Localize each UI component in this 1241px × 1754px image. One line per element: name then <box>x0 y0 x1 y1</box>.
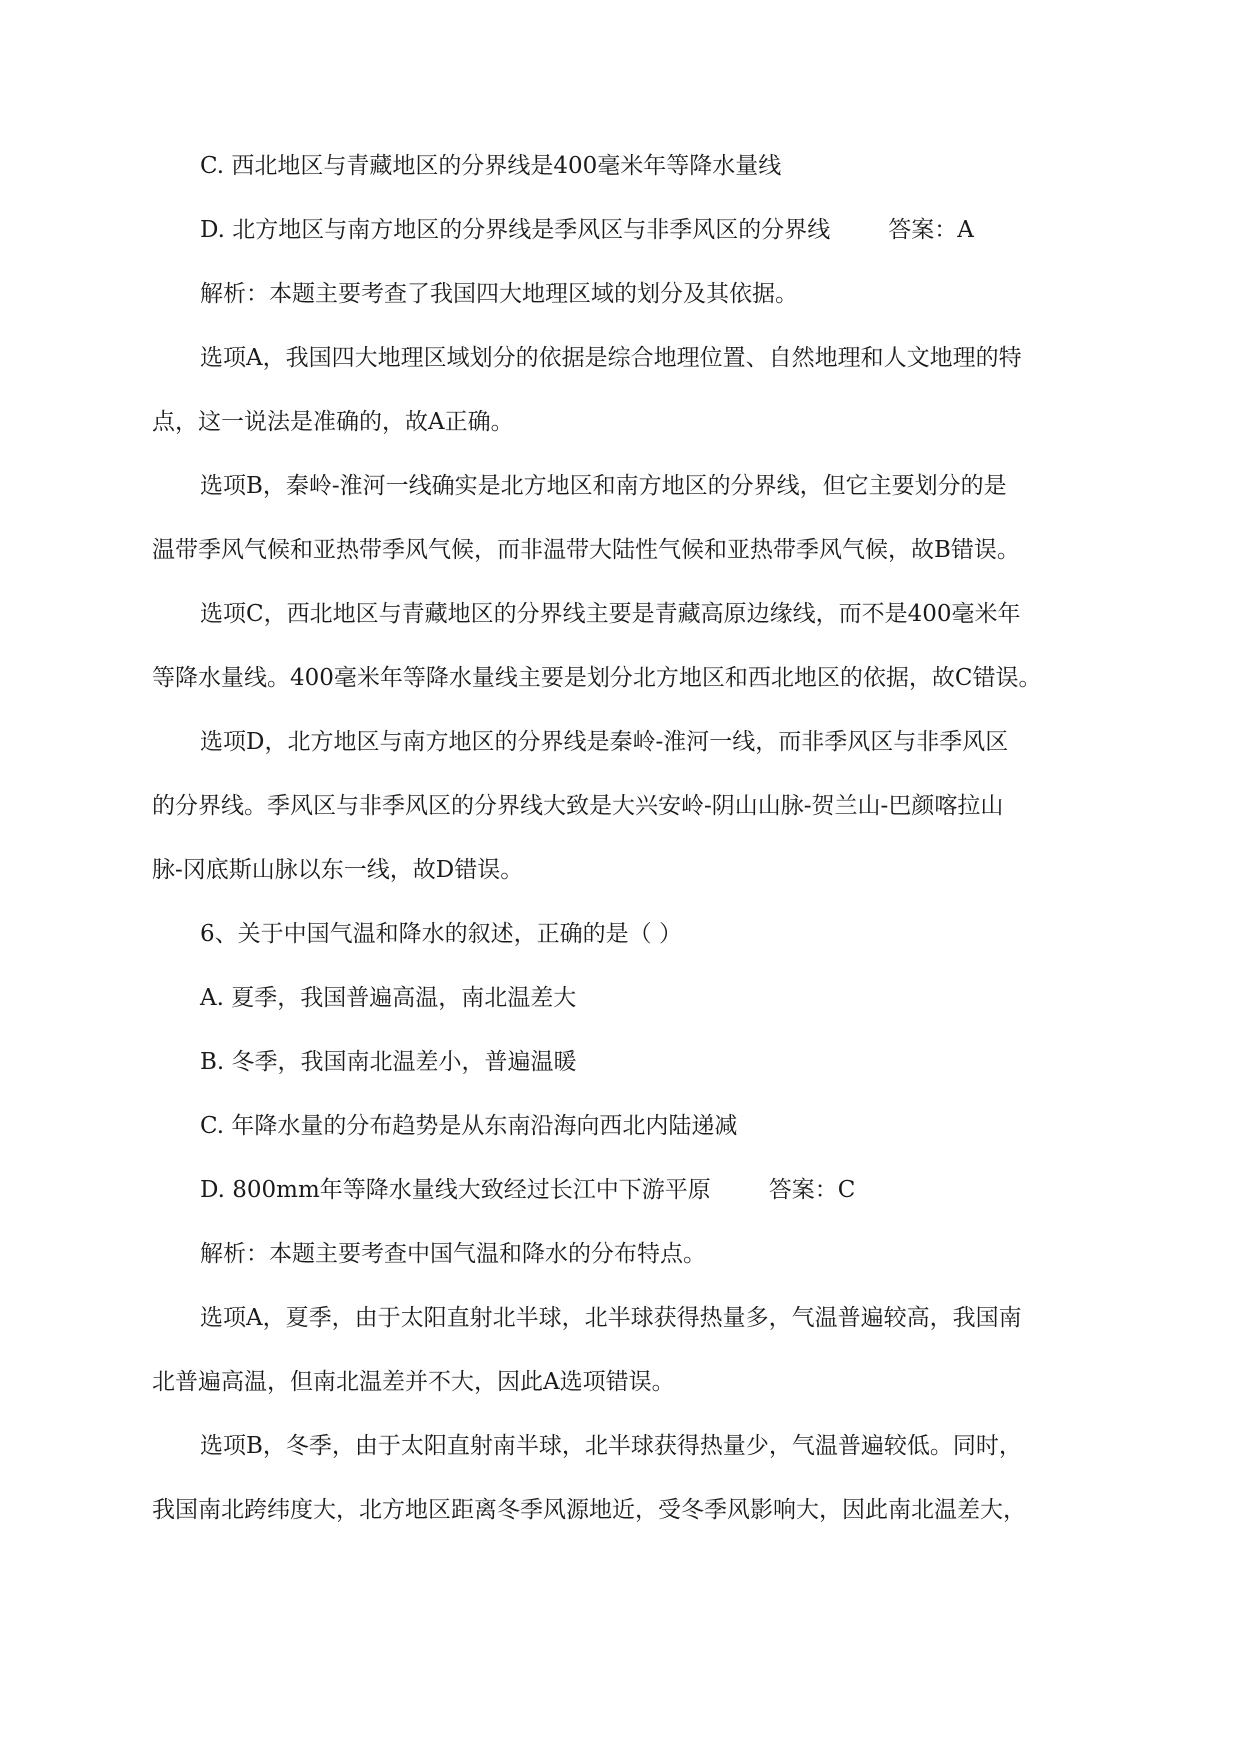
answer-q5: 答案：A <box>888 217 974 243</box>
paragraph-line: 温带季风气候和亚热带季风气候，而非温带大陆性气候和亚热带季风气候，故B错误。 <box>152 537 1020 563</box>
option-d-q6 <box>200 1174 855 1206</box>
paragraph-line: 我国南北跨纬度大，北方地区距离冬季风源地近，受冬季风影响大，因此南北温差大， <box>152 1497 1026 1523</box>
option-d-q6-text: D. 800mm年等降水量线大致经过长江中下游平原 <box>200 1177 711 1203</box>
paragraph-line: 点，这一说法是准确的，故A正确。 <box>152 409 514 435</box>
answer-q6: 答案：C <box>768 1177 856 1203</box>
question-6: 6、关于中国气温和降水的叙述，正确的是（ ） <box>200 921 682 947</box>
paragraph-line: 选项B，冬季，由于太阳直射南半球，北半球获得热量少，气温普遍较低。同时， <box>200 1433 1022 1459</box>
paragraph-line: 选项D，北方地区与南方地区的分界线是秦岭-淮河一线，而非季风区与非季风区 <box>200 729 1009 755</box>
paragraph-line: 北普遍高温，但南北温差并不大，因此A选项错误。 <box>152 1369 675 1395</box>
paragraph-line: 选项B，秦岭-淮河一线确实是北方地区和南方地区的分界线，但它主要划分的是 <box>200 473 1007 499</box>
paragraph-line: 的分界线。季风区与非季风区的分界线大致是大兴安岭-阴山山脉-贺兰山-巴颜喀拉山 <box>152 793 1004 819</box>
option-a-q6: A. 夏季，我国普遍高温，南北温差大 <box>200 985 577 1011</box>
option-d-q5 <box>200 214 974 246</box>
paragraph-line: 脉-冈底斯山脉以东一线，故D错误。 <box>152 857 524 883</box>
analysis-q6: 解析：本题主要考查中国气温和降水的分布特点。 <box>200 1241 706 1267</box>
paragraph-line: 选项A，夏季，由于太阳直射北半球，北半球获得热量多，气温普遍较高，我国南 <box>200 1305 1022 1331</box>
paragraph-line: 选项A，我国四大地理区域划分的依据是综合地理位置、自然地理和人文地理的特 <box>200 345 1022 371</box>
option-d-q5-text: D. 北方地区与南方地区的分界线是季风区与非季风区的分界线 <box>200 217 831 243</box>
paragraph-line: 选项C，西北地区与青藏地区的分界线主要是青藏高原边缘线，而不是400毫米年 <box>200 601 1021 627</box>
analysis-q5: 解析：本题主要考查了我国四大地理区域的划分及其依据。 <box>200 281 798 307</box>
option-c-q6: C. 年降水量的分布趋势是从东南沿海向西北内陆递减 <box>200 1113 738 1139</box>
option-c-q5: C. 西北地区与青藏地区的分界线是400毫米年等降水量线 <box>200 153 782 179</box>
paragraph-line: 等降水量线。400毫米年等降水量线主要是划分北方地区和西北地区的依据，故C错误。 <box>152 665 1042 691</box>
option-b-q6: B. 冬季，我国南北温差小，普遍温暖 <box>200 1049 577 1075</box>
